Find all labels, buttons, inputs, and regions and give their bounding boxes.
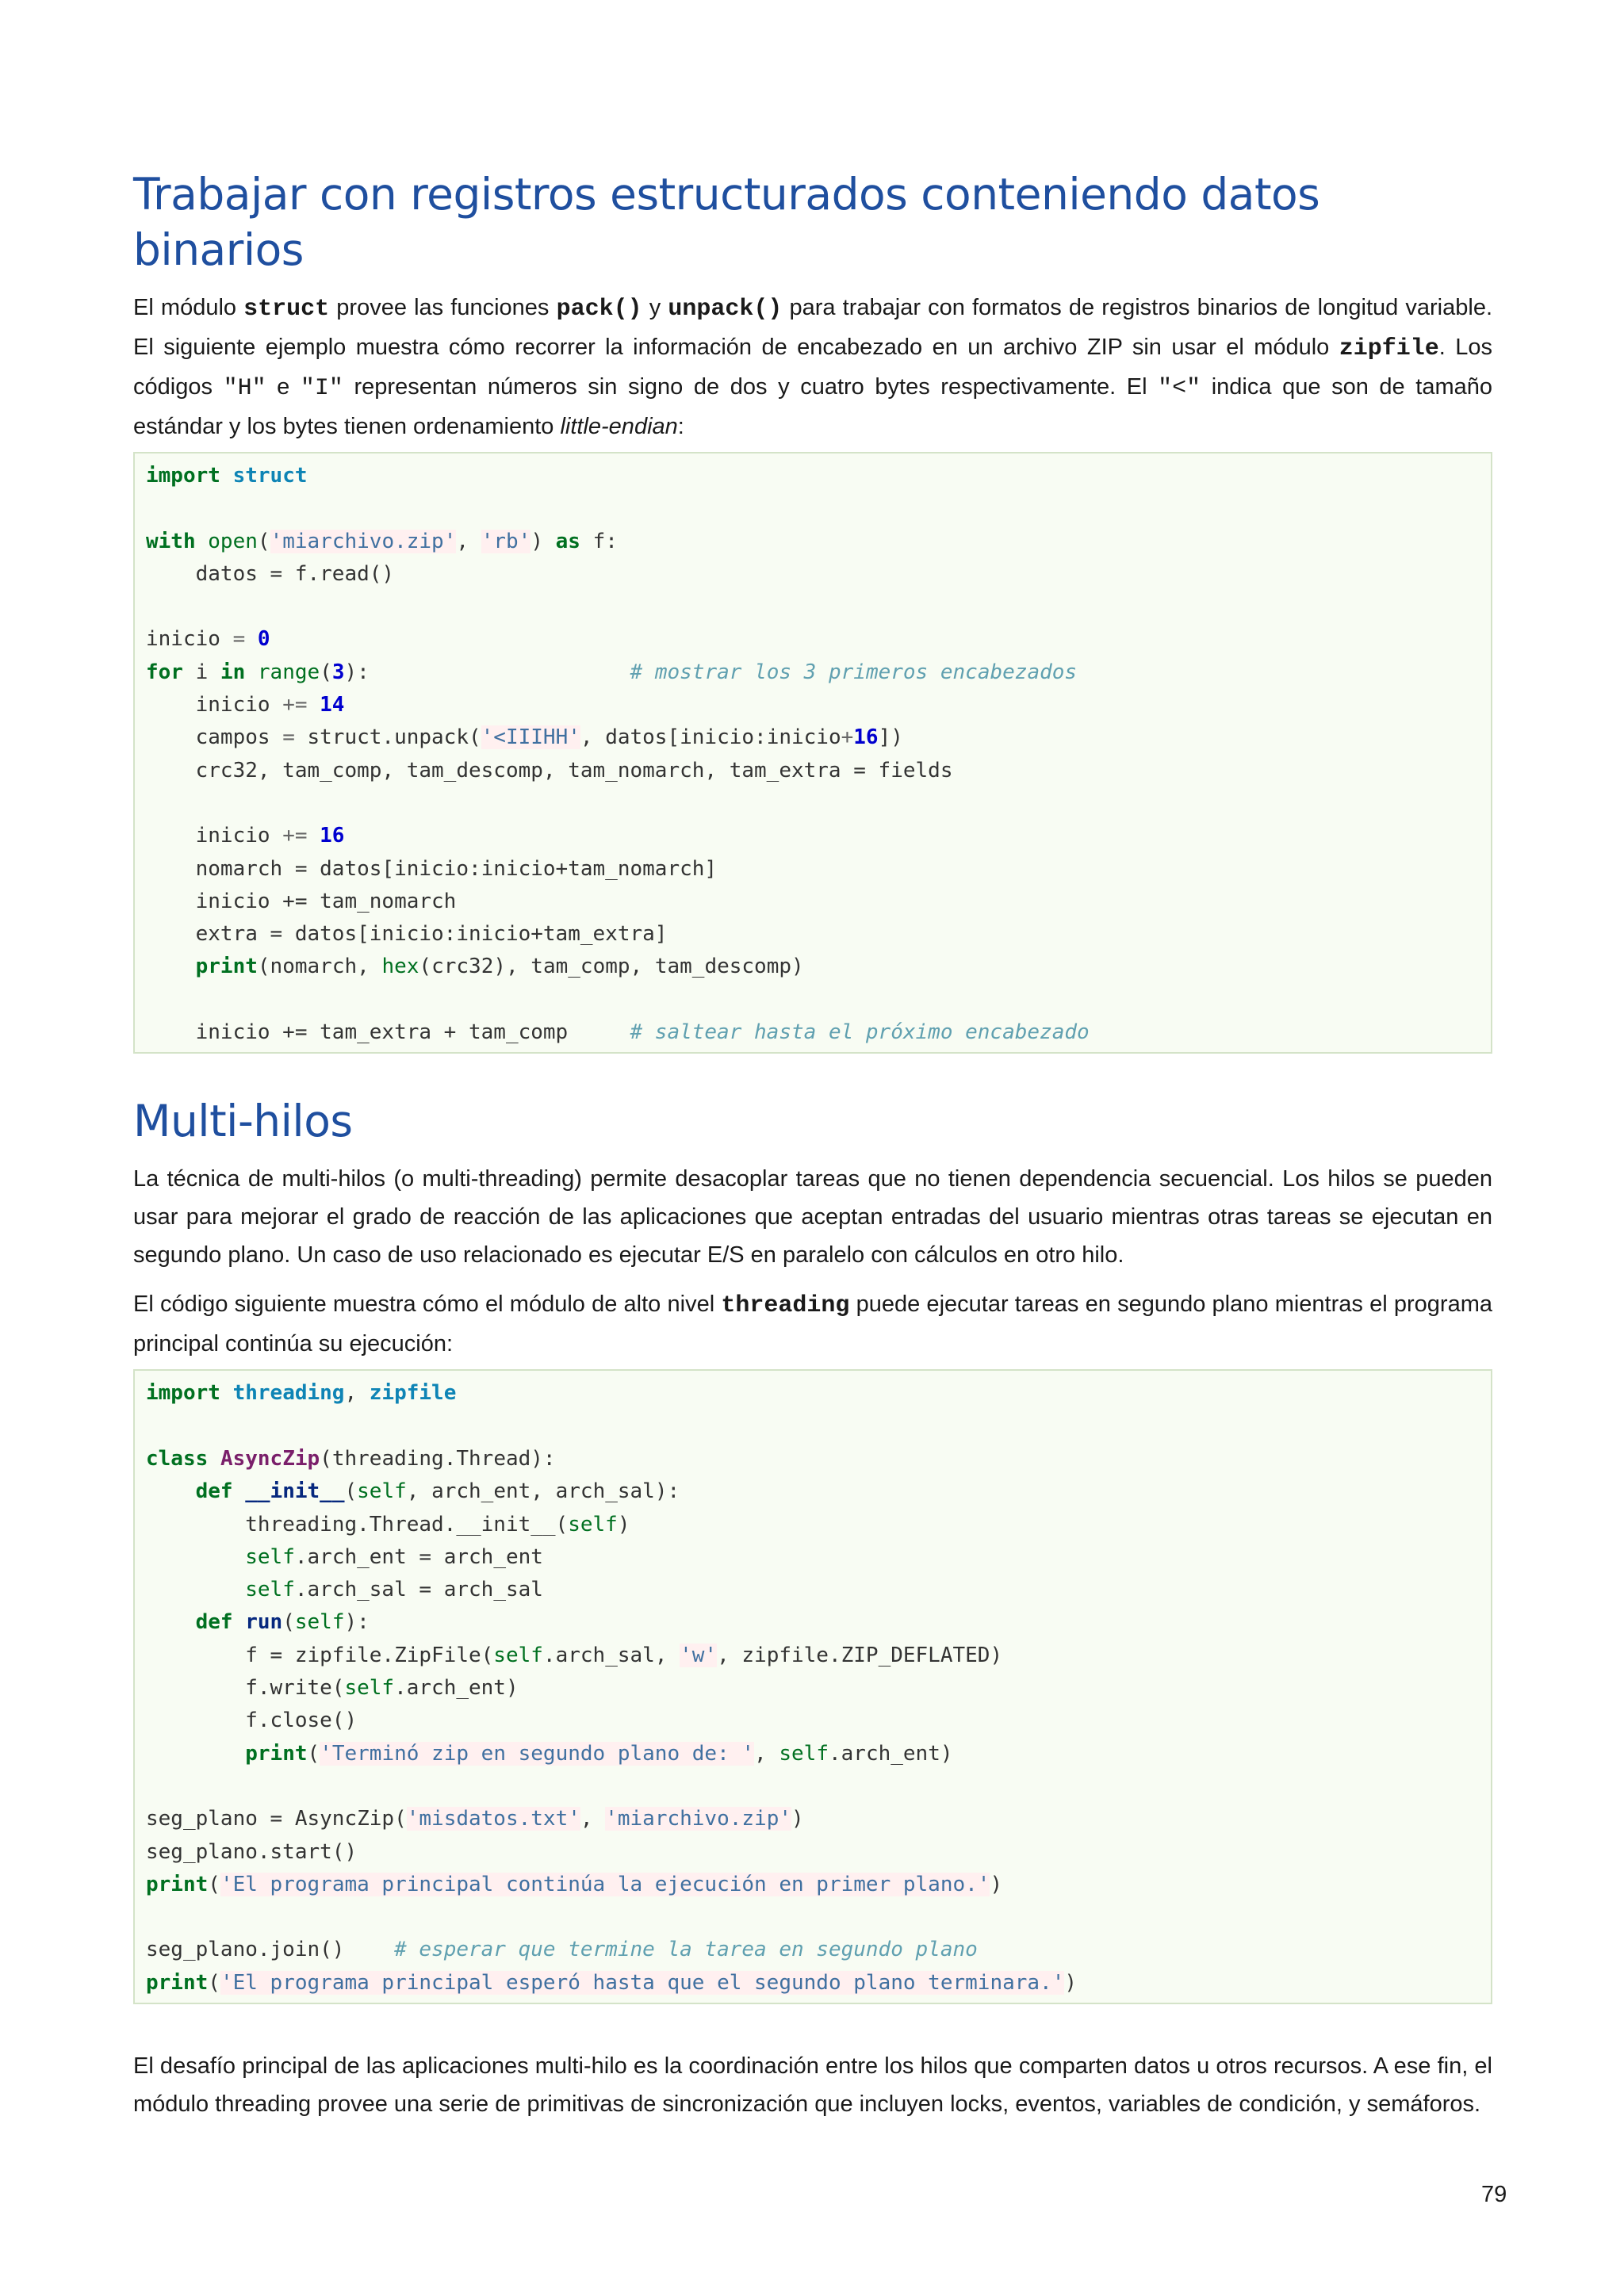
code-token: run bbox=[245, 1610, 283, 1635]
text: representan números sin signo de dos y cuatro bytes respectivamente. El bbox=[343, 374, 1159, 400]
code-line: datos = f.read() bbox=[146, 561, 395, 586]
code-token: struct bbox=[232, 464, 308, 488]
code-token: 'Terminó zip en segundo plano de: ' bbox=[320, 1741, 755, 1766]
code-token: .arch_sal = arch_sal bbox=[294, 1578, 543, 1602]
code-token: in bbox=[220, 660, 246, 684]
code-line: f.close() bbox=[146, 1709, 358, 1733]
text: : bbox=[677, 414, 684, 439]
code-token: open bbox=[208, 529, 258, 553]
code-token: ): bbox=[344, 1610, 370, 1635]
code-block-struct-example: import struct with open('miarchivo.zip', 'rb') as f: datos = f.read() inicio = 0 for i in range(3): # mostrar los 3 primeros encabezados inicio += 14 campos = struct.unpack('<IIIHH', datos[inicio:inicio+16]) crc32, tam_comp, tam_descomp, tam_nomarch, tam_extra = fields inicio += 16 nomarch = datos[inicio:inicio+tam_nomarch] inicio += tam_nomarch extra = datos[inicio:inicio+tam_extra] print(nomarch, hex(crc32), tam_comp, tam_descomp) inicio += tam_extra + tam_comp # saltear hasta el próximo encabezado bbox=[133, 452, 1492, 1054]
inline-code-lt: "<" bbox=[1158, 375, 1201, 402]
code-token: 14 bbox=[320, 693, 345, 718]
code-line: seg_plano.start() bbox=[146, 1839, 358, 1864]
section-title-multithreading: Multi-hilos bbox=[133, 1096, 353, 1147]
code-comment: # esperar que termine la tarea en segundo plano bbox=[394, 1938, 978, 1962]
code-token: self bbox=[357, 1479, 407, 1504]
code-token: 'miarchivo.zip' bbox=[270, 529, 457, 553]
page-number: 79 bbox=[1481, 2182, 1507, 2207]
code-token: print bbox=[146, 1872, 209, 1896]
code-token: 'rb' bbox=[481, 529, 531, 553]
text: indica que son de tamaño estándar y los bytes tienen ordenamiento bbox=[133, 374, 1493, 439]
code-token: += bbox=[282, 824, 308, 848]
code-token: seg_plano = AsyncZip( bbox=[146, 1807, 407, 1831]
code-token: ]) bbox=[878, 725, 903, 750]
code-token: (nomarch, bbox=[257, 955, 382, 979]
code-token: '<IIIHH' bbox=[481, 725, 580, 750]
code-token: print bbox=[245, 1741, 308, 1766]
code-token: .arch_ent = arch_ent bbox=[294, 1544, 543, 1569]
code-token: ) bbox=[1064, 1970, 1078, 1995]
text: provee las funciones bbox=[329, 295, 557, 320]
code-token: , arch_ent, arch_sal): bbox=[406, 1479, 680, 1504]
paragraph-struct-intro bbox=[133, 289, 1492, 446]
code-token: import bbox=[146, 464, 220, 488]
code-token: += bbox=[282, 693, 308, 718]
code-token: f: bbox=[580, 529, 618, 553]
inline-code-unpack: unpack() bbox=[668, 296, 783, 323]
code-line: extra = datos[inicio:inicio+tam_extra] bbox=[146, 922, 668, 947]
text: El módulo bbox=[133, 295, 244, 320]
code-token: struct.unpack( bbox=[294, 725, 481, 750]
code-token: f = zipfile.ZipFile( bbox=[146, 1643, 494, 1667]
code-token: 'El programa principal continúa la ejecución en primer plano.' bbox=[220, 1872, 990, 1896]
code-token: with bbox=[146, 529, 196, 553]
inline-code-pack: pack() bbox=[556, 296, 642, 323]
text: El código siguiente muestra cómo el módulo de alto nivel bbox=[133, 1292, 722, 1318]
paragraph-threading-module bbox=[133, 1285, 1492, 1363]
code-token: 3 bbox=[331, 660, 345, 684]
code-token: .arch_ent) bbox=[394, 1676, 519, 1701]
code-token: as bbox=[555, 529, 580, 553]
paragraph-coordination: El desafío principal de las aplicaciones multi-hilo es la coordinación entre los hilos que comparten datos u otros recursos. A ese fin, el módulo threading provee una serie de primitivas de sincronización que incluyen locks, eventos, variables de condición, y semáforos. bbox=[133, 2053, 1492, 2117]
code-token: 16 bbox=[853, 725, 879, 750]
code-token: self bbox=[245, 1544, 295, 1569]
code-comment: # mostrar los 3 primeros encabezados bbox=[630, 660, 1078, 684]
code-token: self bbox=[493, 1643, 543, 1667]
code-token: threading.Thread.__init__( bbox=[146, 1512, 569, 1536]
code-token: AsyncZip bbox=[220, 1446, 320, 1471]
code-token: .arch_sal, bbox=[542, 1643, 680, 1667]
code-token: self bbox=[294, 1610, 345, 1635]
inline-code-threading: threading bbox=[721, 1292, 850, 1320]
code-comment: # saltear hasta el próximo encabezado bbox=[630, 1020, 1090, 1045]
inline-code-I: "I" bbox=[300, 375, 343, 402]
code-token: ) bbox=[617, 1512, 630, 1536]
code-token: ) bbox=[791, 1807, 804, 1831]
code-token: ) bbox=[990, 1872, 1003, 1896]
text: e bbox=[266, 374, 301, 400]
code-token: print bbox=[146, 1970, 209, 1995]
code-block-threading-example: import threading, zipfile class AsyncZip(threading.Thread): def __init__(self, arch_ent, arch_sal): threading.Thread.__init__(self) self.arch_ent = arch_ent self.arch_sal = arch_sal def run(self): f = zipfile.ZipFile(self.arch_sal, 'w', zipfile.ZIP_DEFLATED) f.write(self.arch_ent) f.close() print('Terminó zip en segundo plano de: ', self.arch_ent) seg_plano = AsyncZip('misdatos.txt', 'miarchivo.zip') seg_plano.start() print('El programa principal continúa la ejecución en primer plano.') seg_plano.join() # esperar que termine la tarea en segundo plano print('El programa principal esperó hasta que el segundo plano terminara.') bbox=[133, 1369, 1492, 2004]
code-token: import bbox=[146, 1381, 220, 1406]
code-token: self bbox=[568, 1512, 618, 1536]
text: y bbox=[642, 295, 668, 320]
code-token: threading bbox=[232, 1381, 345, 1406]
code-token: 'El programa principal esperó hasta que el segundo plano terminara.' bbox=[220, 1970, 1065, 1995]
code-token: range bbox=[257, 660, 320, 684]
code-token: for bbox=[146, 660, 183, 684]
code-token: 0 bbox=[257, 627, 270, 652]
code-token: = bbox=[282, 725, 295, 750]
code-token: 16 bbox=[320, 824, 345, 848]
code-token: = bbox=[232, 627, 246, 652]
code-token: seg_plano.join() bbox=[146, 1938, 395, 1962]
text: puede ejecutar tareas en segundo plano mientras el programa principal continúa su ejecución: bbox=[133, 1292, 1492, 1357]
code-token: i bbox=[182, 660, 220, 684]
section-title-structured-records: Trabajar con registros estructurados conteniendo datos binarios bbox=[133, 169, 1320, 275]
code-token: inicio += tam_extra + tam_comp bbox=[146, 1020, 630, 1045]
code-token: (crc32), tam_comp, tam_descomp) bbox=[419, 955, 804, 979]
code-line: crc32, tam_comp, tam_descomp, tam_nomarch, tam_extra = fields bbox=[146, 758, 953, 783]
text: . Los códigos bbox=[133, 335, 1493, 400]
inline-code-H: "H" bbox=[223, 375, 266, 402]
code-token: zipfile bbox=[369, 1381, 457, 1406]
code-token: 'w' bbox=[680, 1643, 718, 1667]
code-token: hex bbox=[381, 955, 419, 979]
code-token: self bbox=[779, 1741, 829, 1766]
code-token: inicio bbox=[146, 693, 283, 718]
code-line: nomarch = datos[inicio:inicio+tam_nomarch] bbox=[146, 856, 718, 881]
code-token: self bbox=[245, 1578, 295, 1602]
code-token: campos bbox=[146, 725, 283, 750]
emphasis-little-endian: little-endian bbox=[560, 414, 678, 439]
paragraph-multithreading-intro: La técnica de multi-hilos (o multi-threading) permite desacoplar tareas que no tienen dependencia secuencial. Los hilos se pueden usar para mejorar el grado de reacción de las aplicaciones que aceptan entradas del usuario mientras otras tareas se ejecutan en segundo plano. Un caso de uso relacionado es ejecutar E/S en paralelo con cálculos en otro hilo. bbox=[133, 1166, 1492, 1269]
code-token: def bbox=[195, 1479, 233, 1504]
code-token: print bbox=[195, 955, 258, 979]
code-token: , datos[inicio:inicio bbox=[580, 725, 841, 750]
code-line: inicio += tam_nomarch bbox=[146, 889, 457, 913]
inline-code-struct: struct bbox=[243, 296, 330, 323]
code-token: class bbox=[146, 1446, 209, 1471]
code-token: , zipfile.ZIP_DEFLATED) bbox=[717, 1643, 1003, 1667]
code-token: (threading.Thread): bbox=[320, 1446, 556, 1471]
code-token: f.write( bbox=[146, 1676, 345, 1701]
content bbox=[133, 166, 1492, 2123]
code-token: + bbox=[841, 725, 854, 750]
code-token: .arch_ent) bbox=[828, 1741, 953, 1766]
inline-code-zipfile: zipfile bbox=[1339, 335, 1439, 362]
code-token: 'misdatos.txt' bbox=[406, 1807, 580, 1831]
code-token: 'miarchivo.zip' bbox=[605, 1807, 792, 1831]
code-token: inicio bbox=[146, 824, 283, 848]
text: para trabajar con formatos de registros binarios de longitud variable. El siguiente ejemplo muestra cómo recorrer la información de encabezado en un archivo ZIP sin usar el módulo bbox=[133, 295, 1492, 360]
code-token: self bbox=[344, 1676, 395, 1701]
code-token: def bbox=[195, 1610, 233, 1635]
code-token: __init__ bbox=[245, 1479, 345, 1504]
code-token: inicio bbox=[146, 627, 233, 652]
